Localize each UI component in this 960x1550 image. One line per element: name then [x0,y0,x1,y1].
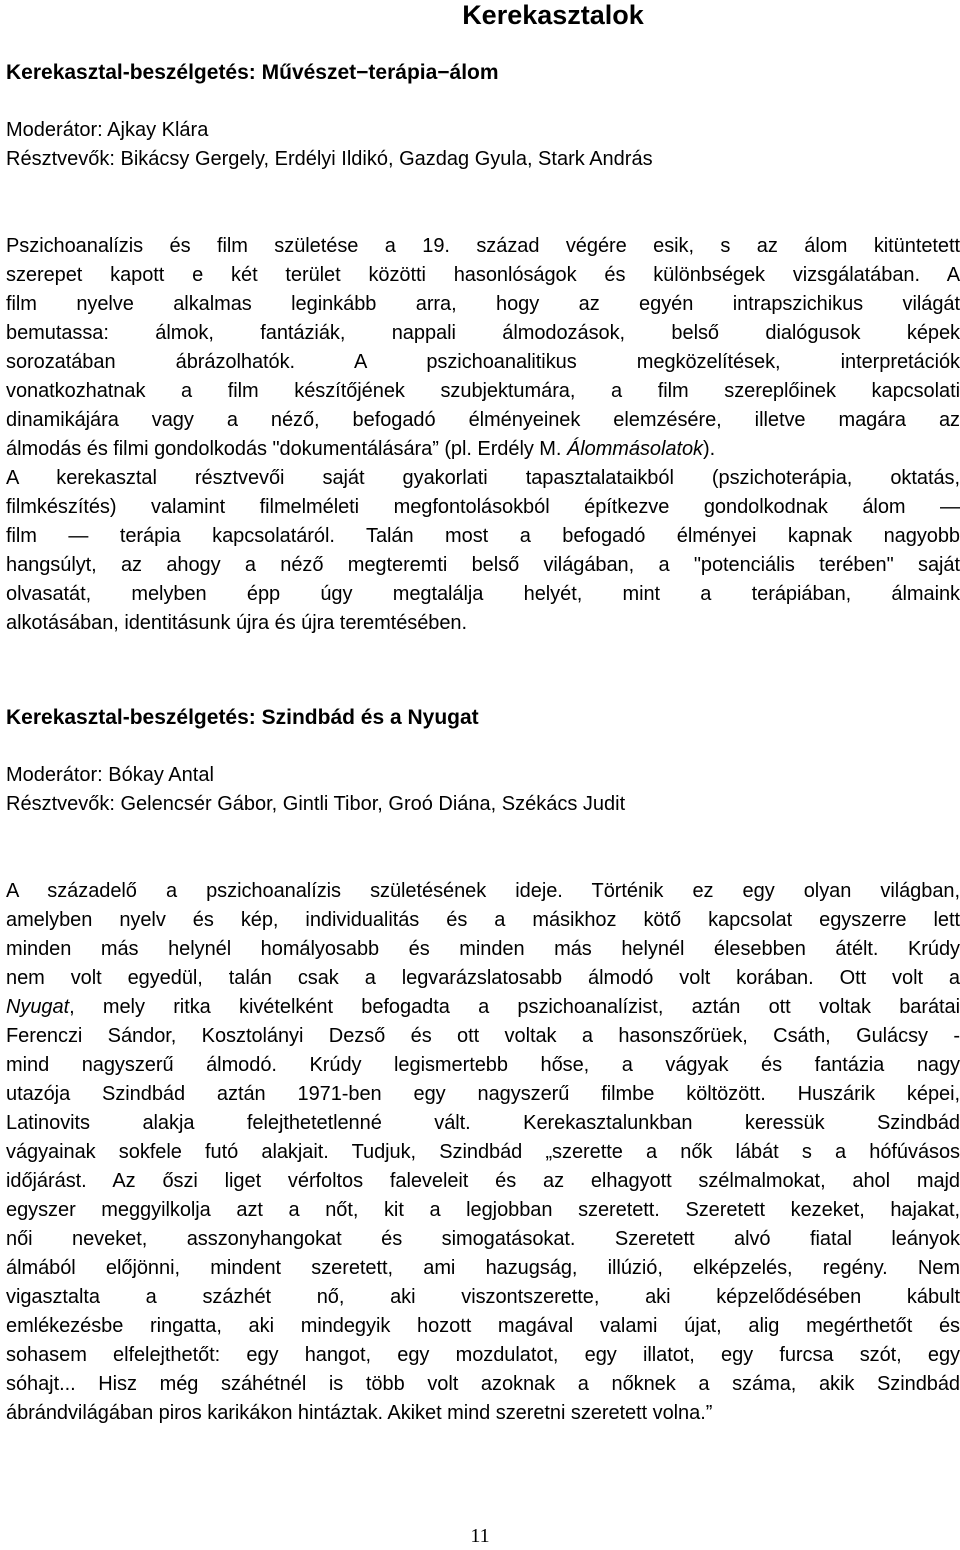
text-line: A kerekasztal résztvevői saját gyakorlati tapasztalataikból (pszichoterápia, oktatás, [6,467,960,489]
text-line: Pszichoanalízis és film születése a 19. század végére esik, s az álom kitüntetett [6,235,960,257]
text-line: sóhajt... Hisz még száhétnél is több volt azoknak a nőknek a száma, akik Szindbád [6,1373,960,1395]
text-line: alkotásában, identitásunk újra és újra teremtésében. [6,612,468,634]
participants: Résztvevők: Bikácsy Gergely, Erdélyi Ildikó, Gazdag Gyula, Stark András [6,148,653,170]
text-line: olvasatát, melyben épp úgy megtalálja helyét, mint a terápiában, álmaink [6,583,960,605]
text-line: egyszer meggyilkolja azt a nőt, kit a legjobban szeretett. Szeretett kezeket, hajakat, [6,1199,960,1221]
text-line: bemutassa: álmok, fantáziák, nappali álmodozások, belső dialógusok képek [6,322,960,344]
section-heading: Kerekasztal-beszélgetés: Szindbád és a Nyugat [6,706,479,729]
text-line: amelyben nyelv és kép, individualitás és a másikhoz kötő kapcsolat egyszerre lett [6,909,960,931]
text-line: mind nagyszerű álmodó. Krúdy legismertebb hőse, a vágyak és fantázia nagy [6,1054,960,1076]
text-line: vágyainak sokfele futó alakjait. Tudjuk, Szindbád „szerette a nők lábát s a hófúvásos [6,1141,960,1163]
section-paragraph [6,232,960,638]
italic-title: Álommásolatok [566,438,704,460]
document-page [6,0,960,1424]
text-line: nem volt egyedül, talán csak a legvarázslatosabb álmodó volt korában. Ott volt a [6,967,960,989]
text-line: film nyelve alkalmas leginkább arra, hogy az egyén intrapszichikus világát [6,293,960,315]
text-line: Ferenczi Sándor, Kosztolányi Dezső és ott voltak a hasonszőrüek, Csáth, Gulácsy - [6,1025,960,1047]
text-line-end: ). [703,438,716,460]
text-line-start: álmodás és filmi gondolkodás "dokumentálására” (pl. Erdély M. [6,438,567,460]
text-line: sohasem elfelejthetőt: egy hangot, egy mozdulatot, egy illatot, egy furcsa szót, egy [6,1344,960,1366]
text-line: álmából előjönni, mindent szeretett, ami hazugság, illúzió, elképzelés, regény. Nem [6,1257,960,1279]
moderator: Moderátor: Bókay Antal [6,764,214,786]
text-line-rest: , mely ritka kivételként befogadta a pszichoanalízist, aztán ott voltak barátai [69,996,960,1018]
section-art-therapy-dream [6,58,960,638]
text-line: film — terápia kapcsolatáról. Talán most a befogadó élményei kapnak nagyobb [6,525,960,547]
text-line: sorozatában ábrázolhatók. A pszichoanalitikus megközelítések, interpretációk [6,351,960,373]
section-szindbad-nyugat [6,703,960,1428]
page-number: 11 [470,1525,490,1547]
text-line: szerepet kapott e két terület közötti hasonlóságok és különbségek vizsgálatában. A [6,264,960,286]
text-line: vonatkozhatnak a film készítőjének szubjektumára, a film szereplőinek kapcsolati [6,380,960,402]
text-line: vigasztalta a százhét nő, aki viszontszerette, aki képzelődésében kábult [6,1286,960,1308]
text-line: ábrándvilágában piros karikákon hintáztak. Akiket mind szeretni szeretett volna.” [6,1402,713,1424]
text-line [6,435,960,464]
text-line: minden más helynél homályosabb és minden más helynél élesebben átélt. Krúdy [6,938,960,960]
section-paragraph [6,877,960,1428]
text-line: filmkészítés) valamint filmelméleti megfontolásokból építkezve gondolkodnak álom — [6,496,960,518]
text-line: dinamikájára vagy a néző, befogadó élményeinek elemzésére, illetve magára az [6,409,960,431]
section-heading: Kerekasztal-beszélgetés: Művészet−terápia−álom [6,61,499,84]
text-line: Latinovits alakja felejthetetlenné vált. Kerekasztalunkban keressük Szindbád [6,1112,960,1134]
text-line: időjárást. Az őszi liget vérfoltos faleveleit és az elhagyott szélmalmokat, ahol majd [6,1170,960,1192]
text-line: női neveket, asszonyhangokat és simogatásokat. Szeretett alvó fiatal leányok [6,1228,960,1250]
moderator: Moderátor: Ajkay Klára [6,119,209,141]
document-title: Kerekasztalok [462,0,644,30]
text-line: utazója Szindbád aztán 1971-ben egy nagyszerű filmbe költözött. Huszárik képei, [6,1083,960,1105]
text-line [6,993,960,1022]
participants: Résztvevők: Gelencsér Gábor, Gintli Tibor, Groó Diána, Székács Judit [6,793,626,815]
text-line: hangsúlyt, az ahogy a néző megteremti belső világában, a "potenciális terében" saját [6,554,960,576]
text-line: emlékezésbe ringatta, aki mindegyik hozott magával valami újat, alig megérthetőt és [6,1315,960,1337]
text-line: A századelő a pszichoanalízis születésének ideje. Történik ez egy olyan világban, [6,880,960,902]
italic-word: Nyugat [6,996,70,1018]
